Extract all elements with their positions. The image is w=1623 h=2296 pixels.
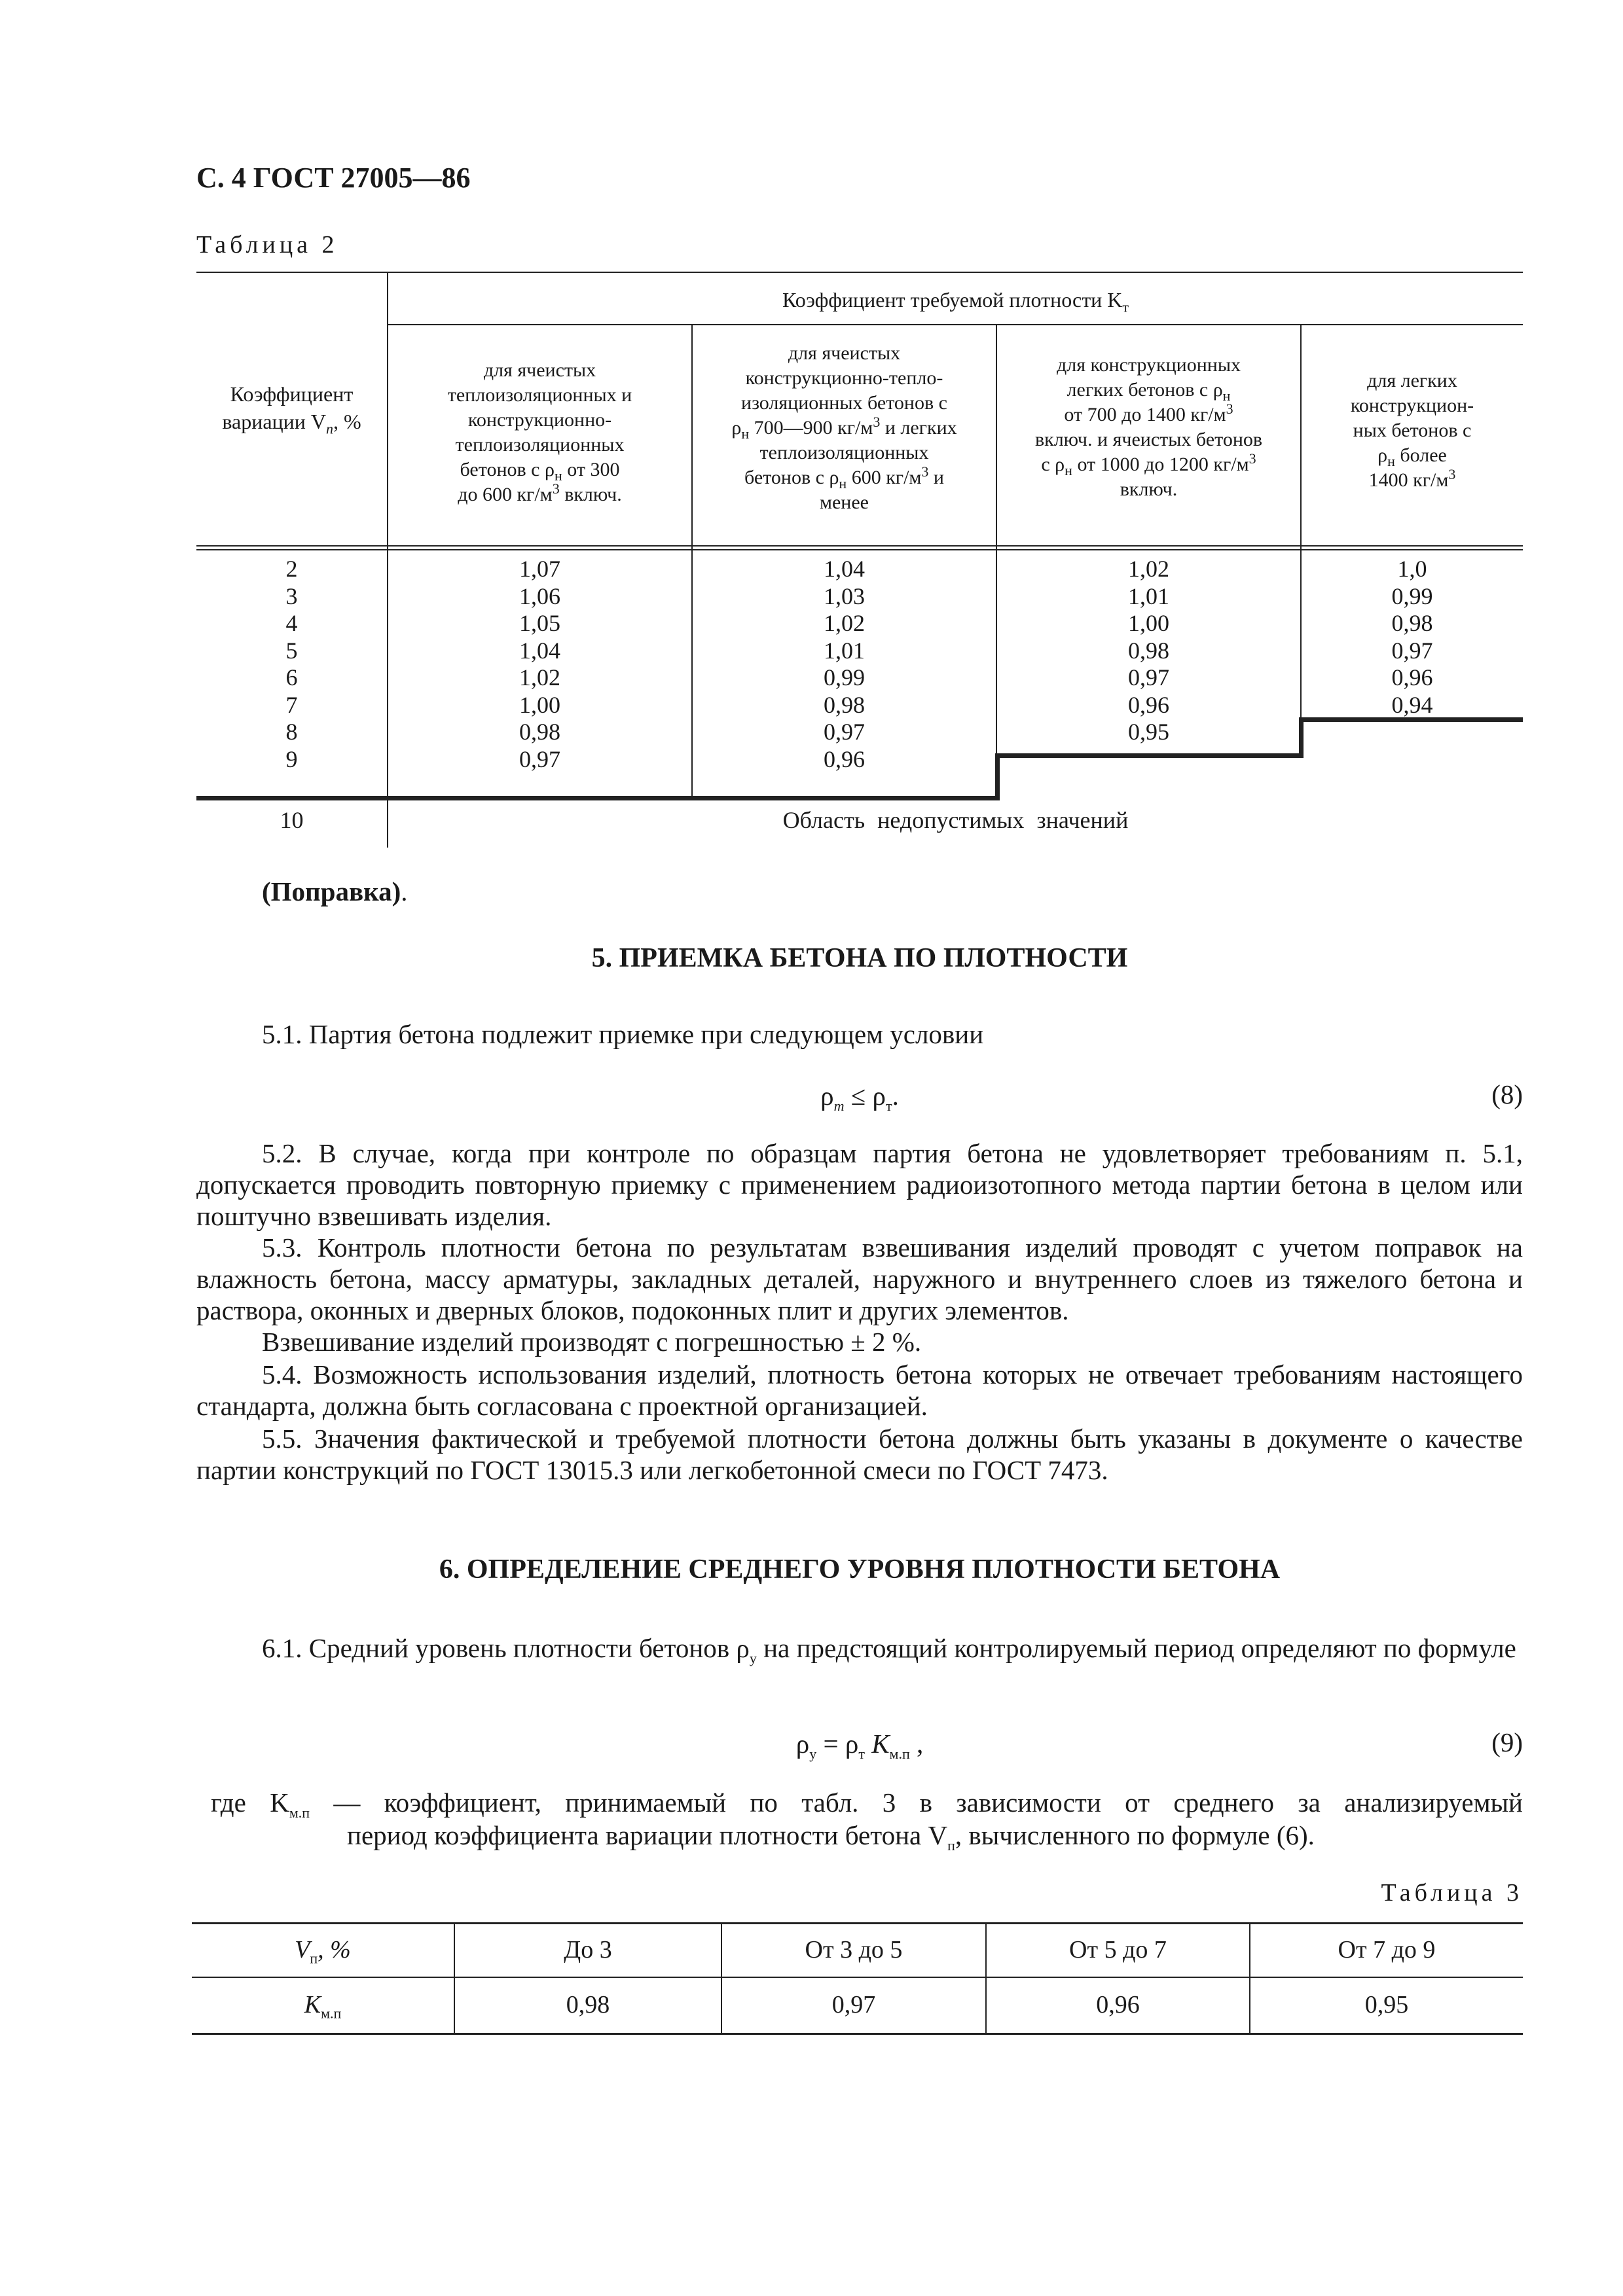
- p-5-5: 5.5. Значения фактической и требуемой плотности бетона должны быть указаны в документе о качестве партии конструкций по ГОСТ 13015.3 или легкобетонной смеси по ГОСТ 7473.: [196, 1424, 1523, 1485]
- p-6-1: 6.1. Средний уровень плотности бетонов $\rho_у$ на предстоящий контролируемый период определяют по формуле: [262, 1633, 1516, 1667]
- t3-r1-c2: От 3 до 5: [805, 1936, 903, 1964]
- t3-r1-c4: От 7 до 9: [1338, 1936, 1436, 1964]
- amendment-note: (Поправка).: [262, 876, 408, 906]
- t3-row1-header: $V_п$, %: [295, 1936, 351, 1967]
- col1-values: 1,07 1,06 1,05 1,04 1,02 1,00 0,98 0,97: [519, 556, 560, 772]
- t3-r2-c3: 0,96: [1096, 1991, 1140, 2018]
- t3-r1-c3: От 5 до 7: [1069, 1936, 1167, 1964]
- section5-heading: 5. ПРИЕМКА БЕТОНА ПО ПЛОТНОСТИ: [591, 943, 1128, 973]
- invalid-values-label: Область недопустимых значений: [782, 807, 1129, 833]
- t3-row2-header: $K_{м.п}$: [304, 1991, 342, 2022]
- vp-column: 2 3 4 5 6 7 8 9: [285, 556, 298, 772]
- table-2: [196, 272, 1523, 848]
- p-5-2: 5.2. В случае, когда при контроле по образцам партия бетона не удовлетворяет требованиям п. 5.1, допускается проводить повторную приемку с применением радиоизотопного метода партии бетона в целом или поштучно взвешивать изделия.: [196, 1138, 1523, 1231]
- p-5-1: 5.1. Партия бетона подлежит приемке при следующем условии: [262, 1019, 984, 1049]
- group-header: Коэффициент требуемой плотности $K_т$: [782, 288, 1129, 315]
- col4-header: для легких конструкцион- ных бетонов с $\rho_н$ более 1400 $кг/м^3$: [1350, 370, 1474, 491]
- col1-header: для ячеистых теплоизоляционных и конструкционно- теплоизоляционных бетонов с $\rho_н$ от 300 до 600 $кг/м^3$ включ.: [447, 359, 632, 505]
- col3-values: 1,02 1,01 1,00 0,98 0,97 0,96 0,95: [1128, 556, 1169, 745]
- equation-number-8: (8): [1491, 1079, 1523, 1109]
- col2-header: для ячеистых конструкционно-тепло- изоляционных бетонов с $\rho_н$ 700—900 $кг/м^3$ и легких теплоизоляционных бетонов с $\rho_н$ 600 $кг/м^3$ и менее: [731, 342, 957, 513]
- section6-heading: 6. ОПРЕДЕЛЕНИЕ СРЕДНЕГО УРОВНЯ ПЛОТНОСТИ БЕТОНА: [439, 1554, 1281, 1585]
- t3-r1-c1: До 3: [564, 1936, 612, 1964]
- formula-9: $\rho_у = \rho_т$ $K_{м.п}$ ,: [795, 1729, 924, 1763]
- page-header: С. 4 ГОСТ 27005—86: [196, 162, 471, 194]
- where-line-1: где $K_{м.п}$ — коэффициент, принимаемый по табл. 3 в зависимости от среднего за анализируемый: [211, 1787, 1523, 1821]
- where-line-2: период коэффициента вариации плотности бетона $V_п$, вычисленного по формуле (6).: [347, 1820, 1315, 1854]
- t3-r2-c1: 0,98: [566, 1991, 610, 2018]
- p-5-3-weighing: Взвешивание изделий производят с погрешностью ± 2 %.: [262, 1327, 922, 1357]
- equation-number-9: (9): [1491, 1727, 1523, 1757]
- table2-caption: Таблица 2: [196, 231, 338, 259]
- t3-r2-c2: 0,97: [831, 1991, 876, 2018]
- t3-r2-c4: 0,95: [1364, 1991, 1409, 2018]
- last-row-vp: 10: [280, 807, 304, 833]
- col4-values: 1,0 0,99 0,98 0,97 0,96 0,94: [1391, 556, 1433, 718]
- formula-8: $\rho_m \le \rho_т$.: [820, 1081, 899, 1115]
- p-5-4: 5.4. Возможность использования изделий, плотность бетона которых не отвечает требованиям настоящего стандарта, должна быть согласована с проектной организацией.: [196, 1359, 1523, 1421]
- table3-caption: Таблица 3: [1381, 1879, 1523, 1907]
- row-header: Коэффициент вариации $V_п$, %: [222, 382, 361, 437]
- table-3: [192, 1922, 1523, 2035]
- p-5-3: 5.3. Контроль плотности бетона по результатам взвешивания изделий проводят с учетом поправок на влажность бетона, массу арматуры, закладных деталей, наружного и внутреннего слоев из тяжелого бетона и раствора, оконных и дверных блоков, подоконных плит и других элементов.: [196, 1232, 1523, 1325]
- col3-header: для конструкционных легких бетонов с $\rho_н$ от 700 до 1400 $кг/м^3$ включ. и ячеистых бетонов с $\rho_н$ от 1000 до 1200 $кг/м^3$ включ.: [1034, 354, 1263, 500]
- col2-values: 1,04 1,03 1,02 1,01 0,99 0,98 0,97 0,96: [824, 556, 865, 772]
